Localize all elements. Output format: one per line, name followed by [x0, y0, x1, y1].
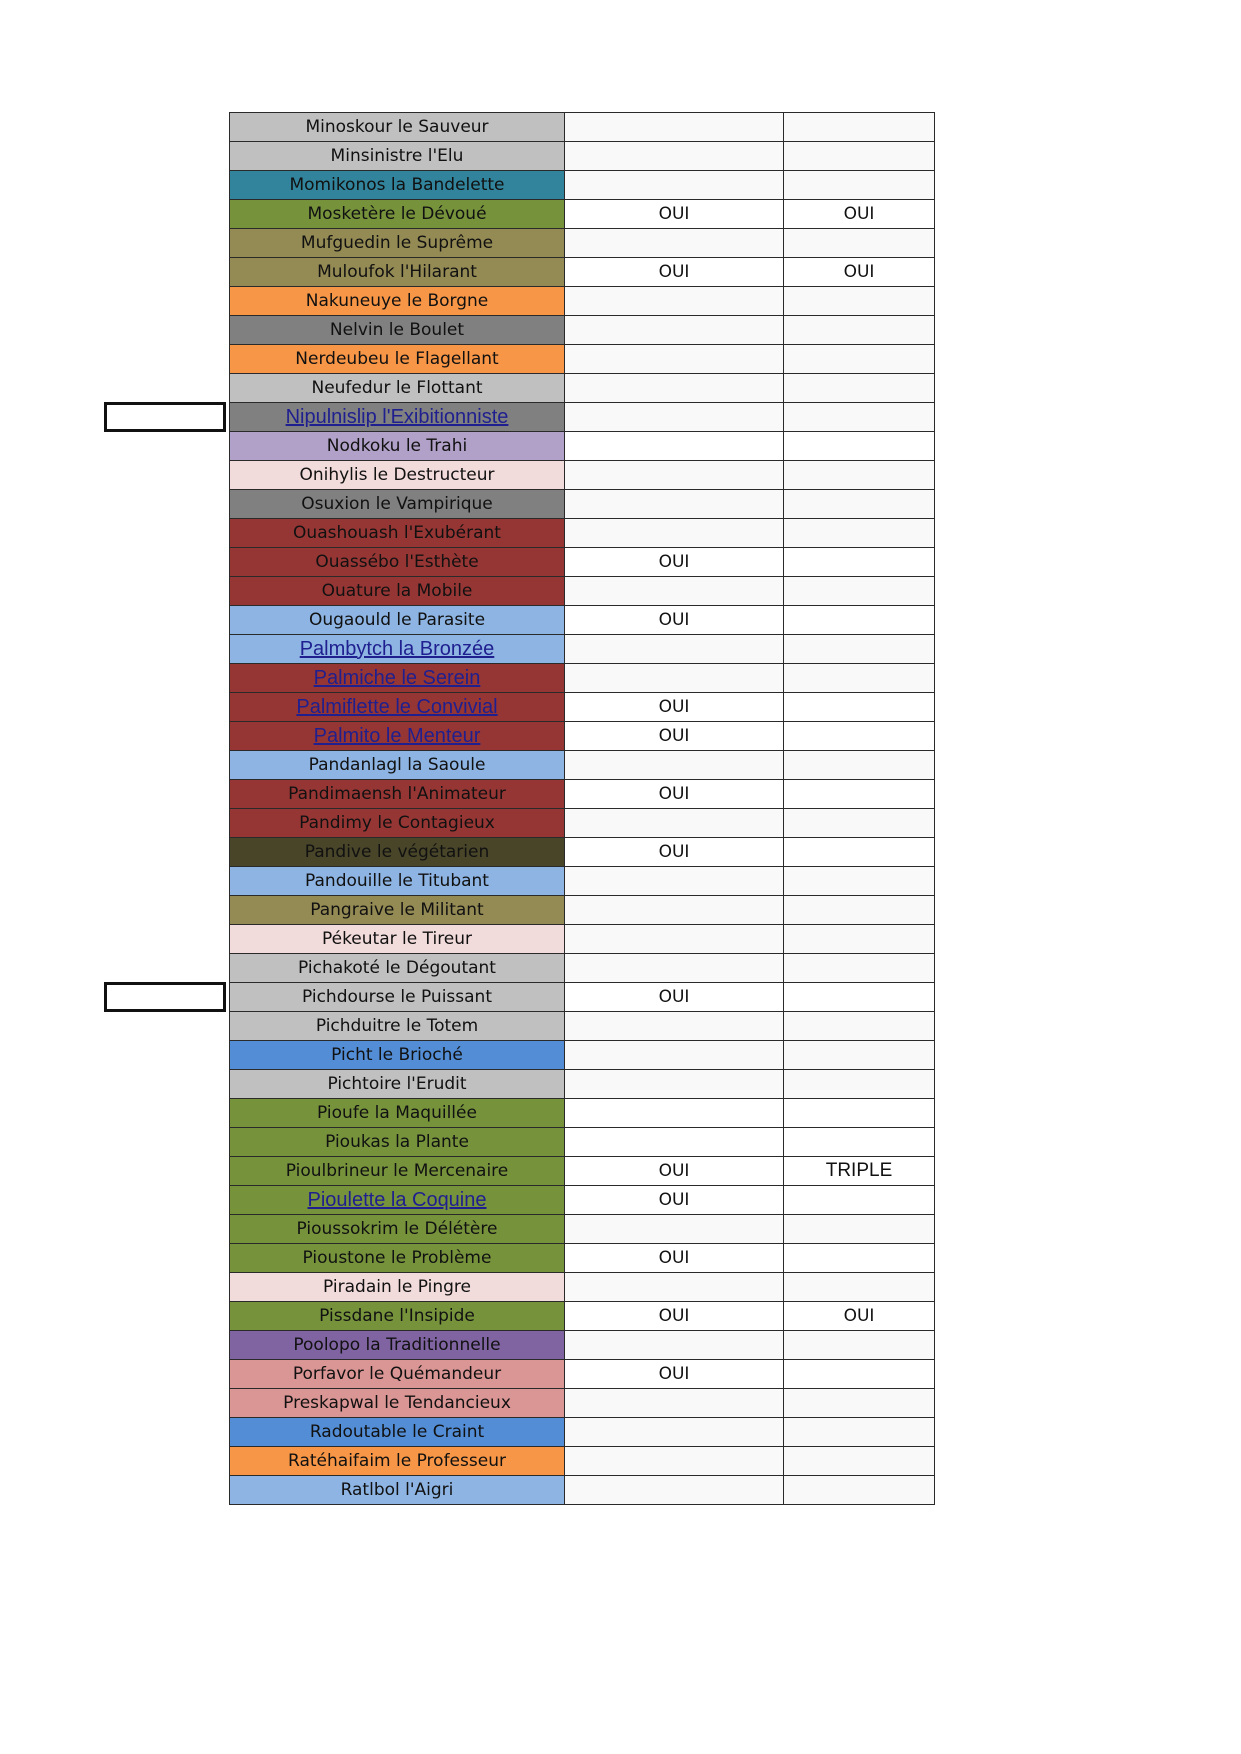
column-2-cell[interactable]	[784, 809, 935, 838]
table-row	[230, 751, 935, 780]
table-row	[230, 1041, 935, 1070]
row-marker-box	[104, 402, 226, 432]
monster-name-cell[interactable]: Nelvin le Boulet	[230, 316, 565, 345]
column-1-cell[interactable]: OUI	[565, 1186, 784, 1215]
column-1-cell[interactable]	[565, 1447, 784, 1476]
column-1-cell[interactable]	[565, 461, 784, 490]
table-row	[230, 606, 935, 635]
column-2-cell[interactable]: OUI	[784, 258, 935, 287]
monster-name-cell[interactable]: Pékeutar le Tireur	[230, 925, 565, 954]
table-row	[230, 1157, 935, 1186]
column-2-cell[interactable]	[784, 1128, 935, 1157]
monster-name-cell[interactable]: Pissdane l'Insipide	[230, 1302, 565, 1331]
table-row	[230, 1476, 935, 1505]
column-2-cell[interactable]	[784, 780, 935, 809]
column-2-cell[interactable]	[784, 693, 935, 722]
column-2-cell[interactable]	[784, 1099, 935, 1128]
column-2-cell[interactable]	[784, 1041, 935, 1070]
column-2-cell[interactable]	[784, 1447, 935, 1476]
table-row	[230, 1273, 935, 1302]
monster-name-cell[interactable]: Pioufe la Maquillée	[230, 1099, 565, 1128]
table-row	[230, 258, 935, 287]
monster-name-cell[interactable]: Pioulbrineur le Mercenaire	[230, 1157, 565, 1186]
table-row	[230, 1012, 935, 1041]
column-2-cell[interactable]	[784, 1012, 935, 1041]
column-2-cell[interactable]	[784, 171, 935, 200]
column-2-cell[interactable]	[784, 1389, 935, 1418]
table-row	[230, 374, 935, 403]
column-1-cell[interactable]	[565, 345, 784, 374]
column-2-cell[interactable]	[784, 1070, 935, 1099]
table-row	[230, 896, 935, 925]
table-row	[230, 1099, 935, 1128]
monster-name-cell[interactable]: Muloufok l'Hilarant	[230, 258, 565, 287]
table-row	[230, 171, 935, 200]
column-1-cell[interactable]	[565, 287, 784, 316]
column-2-cell[interactable]	[784, 374, 935, 403]
monster-name-cell	[230, 722, 565, 751]
monster-name-cell[interactable]: Onihylis le Destructeur	[230, 461, 565, 490]
monster-name-cell[interactable]: Radoutable le Craint	[230, 1418, 565, 1447]
monster-name-cell[interactable]: Osuxion le Vampirique	[230, 490, 565, 519]
column-1-cell[interactable]	[565, 1331, 784, 1360]
table-row	[230, 1360, 935, 1389]
column-1-cell[interactable]: OUI	[565, 1360, 784, 1389]
column-2-cell[interactable]	[784, 606, 935, 635]
column-1-cell[interactable]	[565, 1128, 784, 1157]
column-1-cell[interactable]	[565, 577, 784, 606]
table-row	[230, 577, 935, 606]
row-marker-box	[104, 982, 226, 1012]
monster-name-cell[interactable]: Piradain le Pingre	[230, 1273, 565, 1302]
monster-name-cell[interactable]: Neufedur le Flottant	[230, 374, 565, 403]
column-1-cell[interactable]	[565, 1041, 784, 1070]
monster-name-cell[interactable]: Mosketère le Dévoué	[230, 200, 565, 229]
column-1-cell[interactable]: OUI	[565, 838, 784, 867]
monster-name-link[interactable]: Nipulnislip l'Exibitionniste	[285, 405, 509, 428]
monster-name-cell	[230, 403, 565, 432]
table-row	[230, 200, 935, 229]
table-row	[230, 1128, 935, 1157]
monster-name-cell[interactable]: Pichdourse le Puissant	[230, 983, 565, 1012]
column-2-cell[interactable]	[784, 1273, 935, 1302]
monster-name-cell[interactable]: Pioussokrim le Délétère	[230, 1215, 565, 1244]
column-1-cell[interactable]	[565, 142, 784, 171]
column-1-cell[interactable]	[565, 229, 784, 258]
monster-name-cell[interactable]: Ouashouash l'Exubérant	[230, 519, 565, 548]
monster-name-link[interactable]: Pioulette la Coquine	[307, 1188, 487, 1211]
monster-name-cell[interactable]: Ougaould le Parasite	[230, 606, 565, 635]
column-1-cell[interactable]: OUI	[565, 1302, 784, 1331]
table-row	[230, 229, 935, 258]
table-row	[230, 983, 935, 1012]
column-1-cell[interactable]	[565, 809, 784, 838]
column-1-cell[interactable]: OUI	[565, 1157, 784, 1186]
monster-name-cell[interactable]: Picht le Brioché	[230, 1041, 565, 1070]
monster-name-cell[interactable]: Pandimy le Contagieux	[230, 809, 565, 838]
column-2-cell[interactable]	[784, 432, 935, 461]
monster-name-cell[interactable]: Ratéhaifaim le Professeur	[230, 1447, 565, 1476]
table-row	[230, 403, 935, 432]
column-2-cell[interactable]	[784, 490, 935, 519]
column-1-cell[interactable]	[565, 1099, 784, 1128]
monster-name-cell[interactable]: Nakuneuye le Borgne	[230, 287, 565, 316]
monster-name-cell[interactable]: Preskapwal le Tendancieux	[230, 1389, 565, 1418]
monster-name-cell[interactable]: Pangraive le Militant	[230, 896, 565, 925]
column-1-cell[interactable]	[565, 954, 784, 983]
monster-name-link[interactable]: Palmiflette le Convivial	[296, 695, 498, 718]
monster-name-cell[interactable]: Pichtoire l'Erudit	[230, 1070, 565, 1099]
monster-table	[229, 112, 935, 1505]
column-1-cell[interactable]: OUI	[565, 780, 784, 809]
column-1-cell[interactable]	[565, 751, 784, 780]
column-2-cell[interactable]	[784, 229, 935, 258]
column-2-cell[interactable]: OUI	[784, 1302, 935, 1331]
column-2-cell[interactable]	[784, 345, 935, 374]
column-1-cell[interactable]	[565, 171, 784, 200]
column-2-cell[interactable]	[784, 113, 935, 142]
column-2-cell[interactable]	[784, 1331, 935, 1360]
column-1-cell[interactable]	[565, 432, 784, 461]
column-1-cell[interactable]	[565, 867, 784, 896]
column-2-cell[interactable]	[784, 1215, 935, 1244]
table-row	[230, 838, 935, 867]
column-1-cell[interactable]	[565, 1215, 784, 1244]
column-1-cell[interactable]: OUI	[565, 200, 784, 229]
monster-name-cell[interactable]: Pioustone le Problème	[230, 1244, 565, 1273]
column-1-cell[interactable]	[565, 490, 784, 519]
column-2-cell[interactable]	[784, 577, 935, 606]
table-row	[230, 490, 935, 519]
column-2-cell[interactable]	[784, 1186, 935, 1215]
monster-name-link[interactable]: Palmito le Menteur	[313, 724, 481, 747]
table-row	[230, 1215, 935, 1244]
column-1-cell[interactable]	[565, 1418, 784, 1447]
column-1-cell[interactable]: OUI	[565, 548, 784, 577]
table-row	[230, 693, 935, 722]
column-1-cell[interactable]: OUI	[565, 983, 784, 1012]
monster-name-cell[interactable]: Ouature la Mobile	[230, 577, 565, 606]
table-row	[230, 432, 935, 461]
column-2-cell[interactable]: OUI	[784, 200, 935, 229]
column-2-cell[interactable]	[784, 722, 935, 751]
table-row	[230, 519, 935, 548]
column-1-cell[interactable]	[565, 1012, 784, 1041]
table-row	[230, 142, 935, 171]
table-row	[230, 1418, 935, 1447]
column-2-cell[interactable]	[784, 635, 935, 664]
monster-name-cell	[230, 664, 565, 693]
monster-name-cell[interactable]: Porfavor le Quémandeur	[230, 1360, 565, 1389]
column-2-cell[interactable]	[784, 142, 935, 171]
table-row	[230, 954, 935, 983]
column-2-cell[interactable]	[784, 664, 935, 693]
column-1-cell[interactable]	[565, 1389, 784, 1418]
column-1-cell[interactable]	[565, 1476, 784, 1505]
table-row	[230, 1244, 935, 1273]
monster-name-link[interactable]: Palmbytch la Bronzée	[299, 637, 495, 660]
table-row	[230, 113, 935, 142]
table-row	[230, 664, 935, 693]
monster-name-cell[interactable]: Ratlbol l'Aigri	[230, 1476, 565, 1505]
monster-name-cell[interactable]: Pichduitre le Totem	[230, 1012, 565, 1041]
table-row	[230, 722, 935, 751]
table-row	[230, 461, 935, 490]
table-row	[230, 345, 935, 374]
monster-name-cell[interactable]: Mufguedin le Suprême	[230, 229, 565, 258]
column-1-cell[interactable]: OUI	[565, 722, 784, 751]
column-2-cell[interactable]	[784, 896, 935, 925]
column-1-cell[interactable]	[565, 113, 784, 142]
column-1-cell[interactable]: OUI	[565, 606, 784, 635]
table-row	[230, 809, 935, 838]
column-2-cell[interactable]	[784, 838, 935, 867]
column-2-cell[interactable]	[784, 1476, 935, 1505]
table-row	[230, 548, 935, 577]
column-2-cell[interactable]	[784, 1418, 935, 1447]
monster-name-cell[interactable]: Nodkoku le Trahi	[230, 432, 565, 461]
monster-name-cell[interactable]: Poolopo la Traditionnelle	[230, 1331, 565, 1360]
monster-name-cell	[230, 1186, 565, 1215]
table-row	[230, 1331, 935, 1360]
column-1-cell[interactable]	[565, 896, 784, 925]
column-2-cell[interactable]	[784, 403, 935, 432]
column-1-cell[interactable]	[565, 403, 784, 432]
column-2-cell[interactable]	[784, 925, 935, 954]
table-body	[230, 113, 935, 1505]
monster-name-cell[interactable]: Nerdeubeu le Flagellant	[230, 345, 565, 374]
column-2-cell[interactable]	[784, 316, 935, 345]
column-2-cell[interactable]	[784, 461, 935, 490]
monster-name-cell[interactable]: Ouassébo l'Esthète	[230, 548, 565, 577]
table-row	[230, 635, 935, 664]
column-1-cell[interactable]: OUI	[565, 693, 784, 722]
table-row	[230, 1389, 935, 1418]
column-2-cell[interactable]	[784, 751, 935, 780]
column-2-cell[interactable]	[784, 1244, 935, 1273]
table-row	[230, 1070, 935, 1099]
table-row	[230, 1186, 935, 1215]
column-2-cell[interactable]	[784, 983, 935, 1012]
table-row	[230, 780, 935, 809]
table-row	[230, 1447, 935, 1476]
monster-name-cell[interactable]: Pichakoté le Dégoutant	[230, 954, 565, 983]
monster-name-cell	[230, 693, 565, 722]
column-1-cell[interactable]	[565, 316, 784, 345]
monster-name-cell[interactable]: Pandimaensh l'Animateur	[230, 780, 565, 809]
column-2-cell[interactable]	[784, 867, 935, 896]
column-2-cell[interactable]	[784, 287, 935, 316]
column-1-cell[interactable]	[565, 635, 784, 664]
table-row	[230, 316, 935, 345]
monster-name-cell[interactable]: Pandanlagl la Saoule	[230, 751, 565, 780]
column-1-cell[interactable]	[565, 374, 784, 403]
monster-name-cell[interactable]: Pioukas la Plante	[230, 1128, 565, 1157]
column-2-cell[interactable]	[784, 519, 935, 548]
column-1-cell[interactable]: OUI	[565, 258, 784, 287]
monster-name-link[interactable]: Palmiche le Serein	[313, 666, 481, 689]
column-1-cell[interactable]	[565, 925, 784, 954]
column-1-cell[interactable]	[565, 519, 784, 548]
column-1-cell[interactable]	[565, 1070, 784, 1099]
column-2-cell[interactable]	[784, 954, 935, 983]
monster-name-cell[interactable]: Pandouille le Titubant	[230, 867, 565, 896]
column-1-cell[interactable]: OUI	[565, 1244, 784, 1273]
monster-name-cell[interactable]: Minoskour le Sauveur	[230, 113, 565, 142]
monster-name-cell[interactable]: Minsinistre l'Elu	[230, 142, 565, 171]
table-row	[230, 925, 935, 954]
monster-name-cell	[230, 635, 565, 664]
column-2-cell[interactable]	[784, 548, 935, 577]
monster-name-cell[interactable]: Momikonos la Bandelette	[230, 171, 565, 200]
table-row	[230, 287, 935, 316]
column-1-cell[interactable]	[565, 1273, 784, 1302]
table-row	[230, 867, 935, 896]
column-2-cell[interactable]	[784, 1360, 935, 1389]
monster-name-cell[interactable]: Pandive le végétarien	[230, 838, 565, 867]
table-row	[230, 1302, 935, 1331]
column-2-cell[interactable]: TRIPLE	[784, 1157, 935, 1186]
column-1-cell[interactable]	[565, 664, 784, 693]
